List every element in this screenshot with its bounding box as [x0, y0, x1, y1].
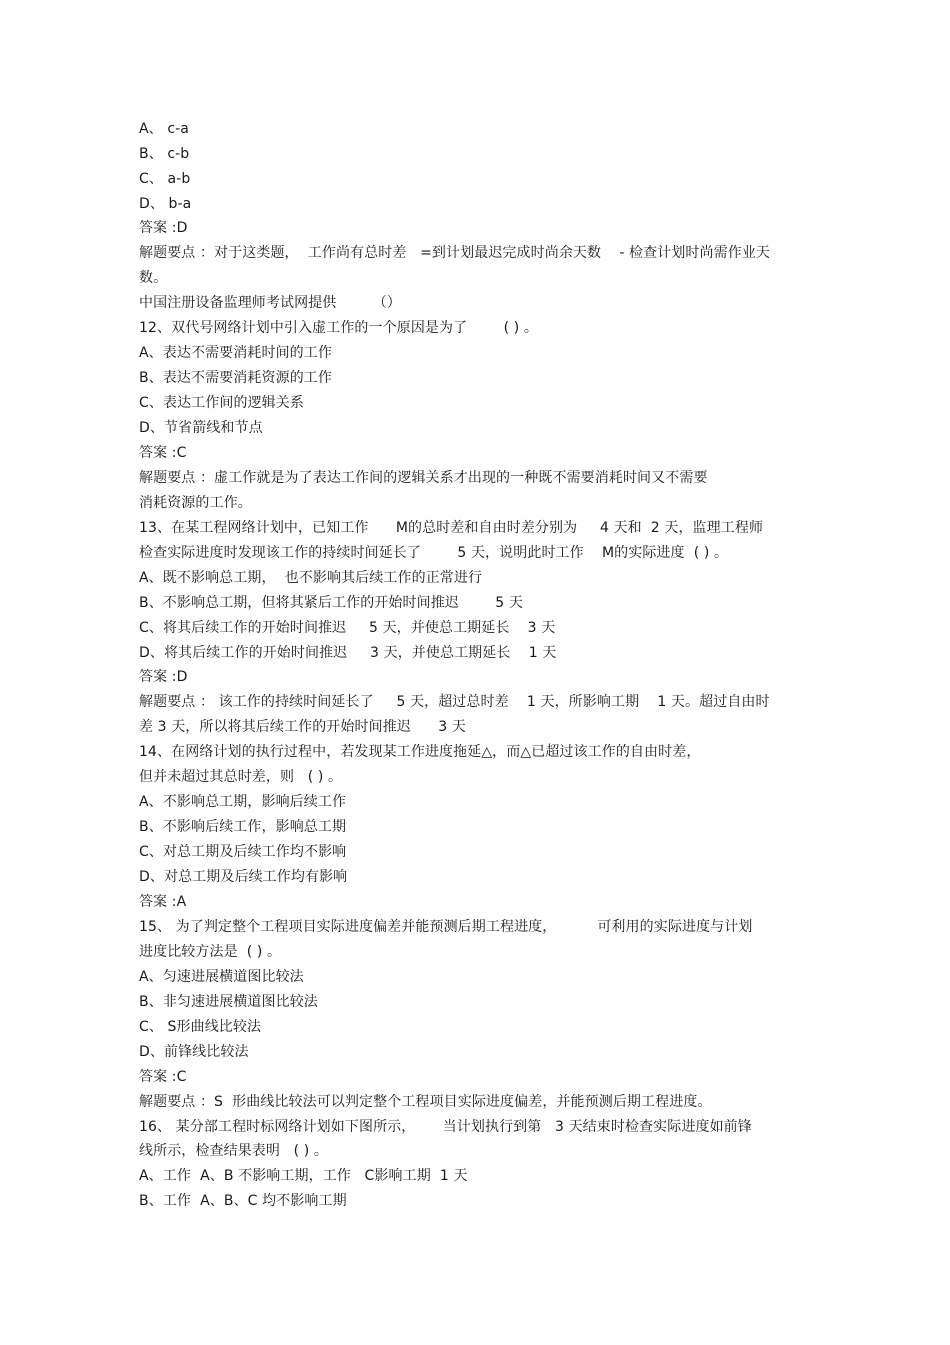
- text-line: 但并未超过其总时差，则 ( ) 。: [139, 769, 343, 785]
- text-line: 答案 :C: [139, 445, 187, 461]
- text-line: 15、 为了判定整个工程项目实际进度偏差并能预测后期工程进度， 可利用的实际进度与计划: [139, 919, 753, 935]
- text-line: 答案 :A: [139, 894, 187, 910]
- text-line: 14、在网络计划的执行过程中，若发现某工作进度拖延△，而△已超过该工作的自由时差，: [139, 744, 701, 760]
- text-line: 线所示，检查结果表明 ( ) 。: [139, 1143, 328, 1159]
- text-line: 解题要点 ： 该工作的持续时间延长了 5 天，超过总时差 1 天，所影响工期 1 天。超过自由时: [139, 694, 770, 710]
- text-line: D、对总工期及后续工作均有影响: [139, 869, 348, 885]
- text-line: A、既不影响总工期， 也不影响其后续工作的正常进行: [139, 570, 483, 586]
- text-line: 答案 :D: [139, 669, 188, 685]
- text-line: 检查实际进度时发现该工作的持续时间延长了 5 天，说明此时工作 M的实际进度 ( ) 。: [139, 545, 729, 561]
- text-line: 答案 :D: [139, 220, 188, 236]
- text-line: C、 S形曲线比较法: [139, 1019, 262, 1035]
- text-line: A、 c-a: [139, 121, 189, 137]
- text-line: 进度比较方法是 ( ) 。: [139, 944, 282, 960]
- text-line: A、工作 A、B 不影响工期，工作 C影响工期 1 天: [139, 1168, 468, 1184]
- text-line: 解题要点 ：对于这类题， 工作尚有总时差 =到计划最迟完成时尚余天数 - 检查计划时尚需作业天: [139, 245, 771, 261]
- text-line: B、非匀速进展横道图比较法: [139, 994, 318, 1010]
- text-line: 16、 某分部工程时标网络计划如下图所示， 当计划执行到第 3 天结束时检查实际进度如前锋: [139, 1119, 752, 1135]
- text-line: B、不影响总工期，但将其紧后工作的开始时间推迟 5 天: [139, 595, 523, 611]
- text-line: 答案 :C: [139, 1069, 187, 1085]
- text-line: B、不影响后续工作，影响总工期: [139, 819, 347, 835]
- text-line: 解题要点 ：虚工作就是为了表达工作间的逻辑关系才出现的一种既不需要消耗时间又不需要: [139, 470, 708, 486]
- text-line: 差 3 天，所以将其后续工作的开始时间推迟 3 天: [139, 719, 466, 735]
- text-line: D、节省箭线和节点: [139, 420, 263, 436]
- text-line: 13、在某工程网络计划中，已知工作 M的总时差和自由时差分别为 4 天和 2 天，监理工程师: [139, 520, 764, 536]
- text-line: B、工作 A、B、C 均不影响工期: [139, 1193, 347, 1209]
- text-line: 解题要点 ：S 形曲线比较法可以判定整个工程项目实际进度偏差，并能预测后期工程进度。: [139, 1094, 712, 1110]
- text-line: 数。: [139, 270, 168, 286]
- text-line: 中国注册设备监理师考试网提供 （）: [139, 295, 402, 311]
- text-line: A、不影响总工期，影响后续工作: [139, 794, 347, 810]
- text-line: C、表达工作间的逻辑关系: [139, 395, 304, 411]
- text-line: 12、双代号网络计划中引入虚工作的一个原因是为了 ( ) 。: [139, 320, 538, 336]
- text-line: 消耗资源的工作。: [139, 495, 252, 511]
- text-line: D、将其后续工作的开始时间推迟 3 天，并使总工期延长 1 天: [139, 645, 557, 661]
- text-line: B、 c-b: [139, 146, 190, 162]
- text-line: A、匀速进展横道图比较法: [139, 969, 304, 985]
- text-line: B、表达不需要消耗资源的工作: [139, 370, 333, 386]
- text-line: C、将其后续工作的开始时间推迟 5 天，并使总工期延长 3 天: [139, 620, 556, 636]
- text-line: C、对总工期及后续工作均不影响: [139, 844, 347, 860]
- text-line: A、表达不需要消耗时间的工作: [139, 345, 332, 361]
- text-line: C、 a-b: [139, 171, 191, 187]
- text-line: D、前锋线比较法: [139, 1044, 249, 1060]
- text-line: D、 b-a: [139, 196, 192, 212]
